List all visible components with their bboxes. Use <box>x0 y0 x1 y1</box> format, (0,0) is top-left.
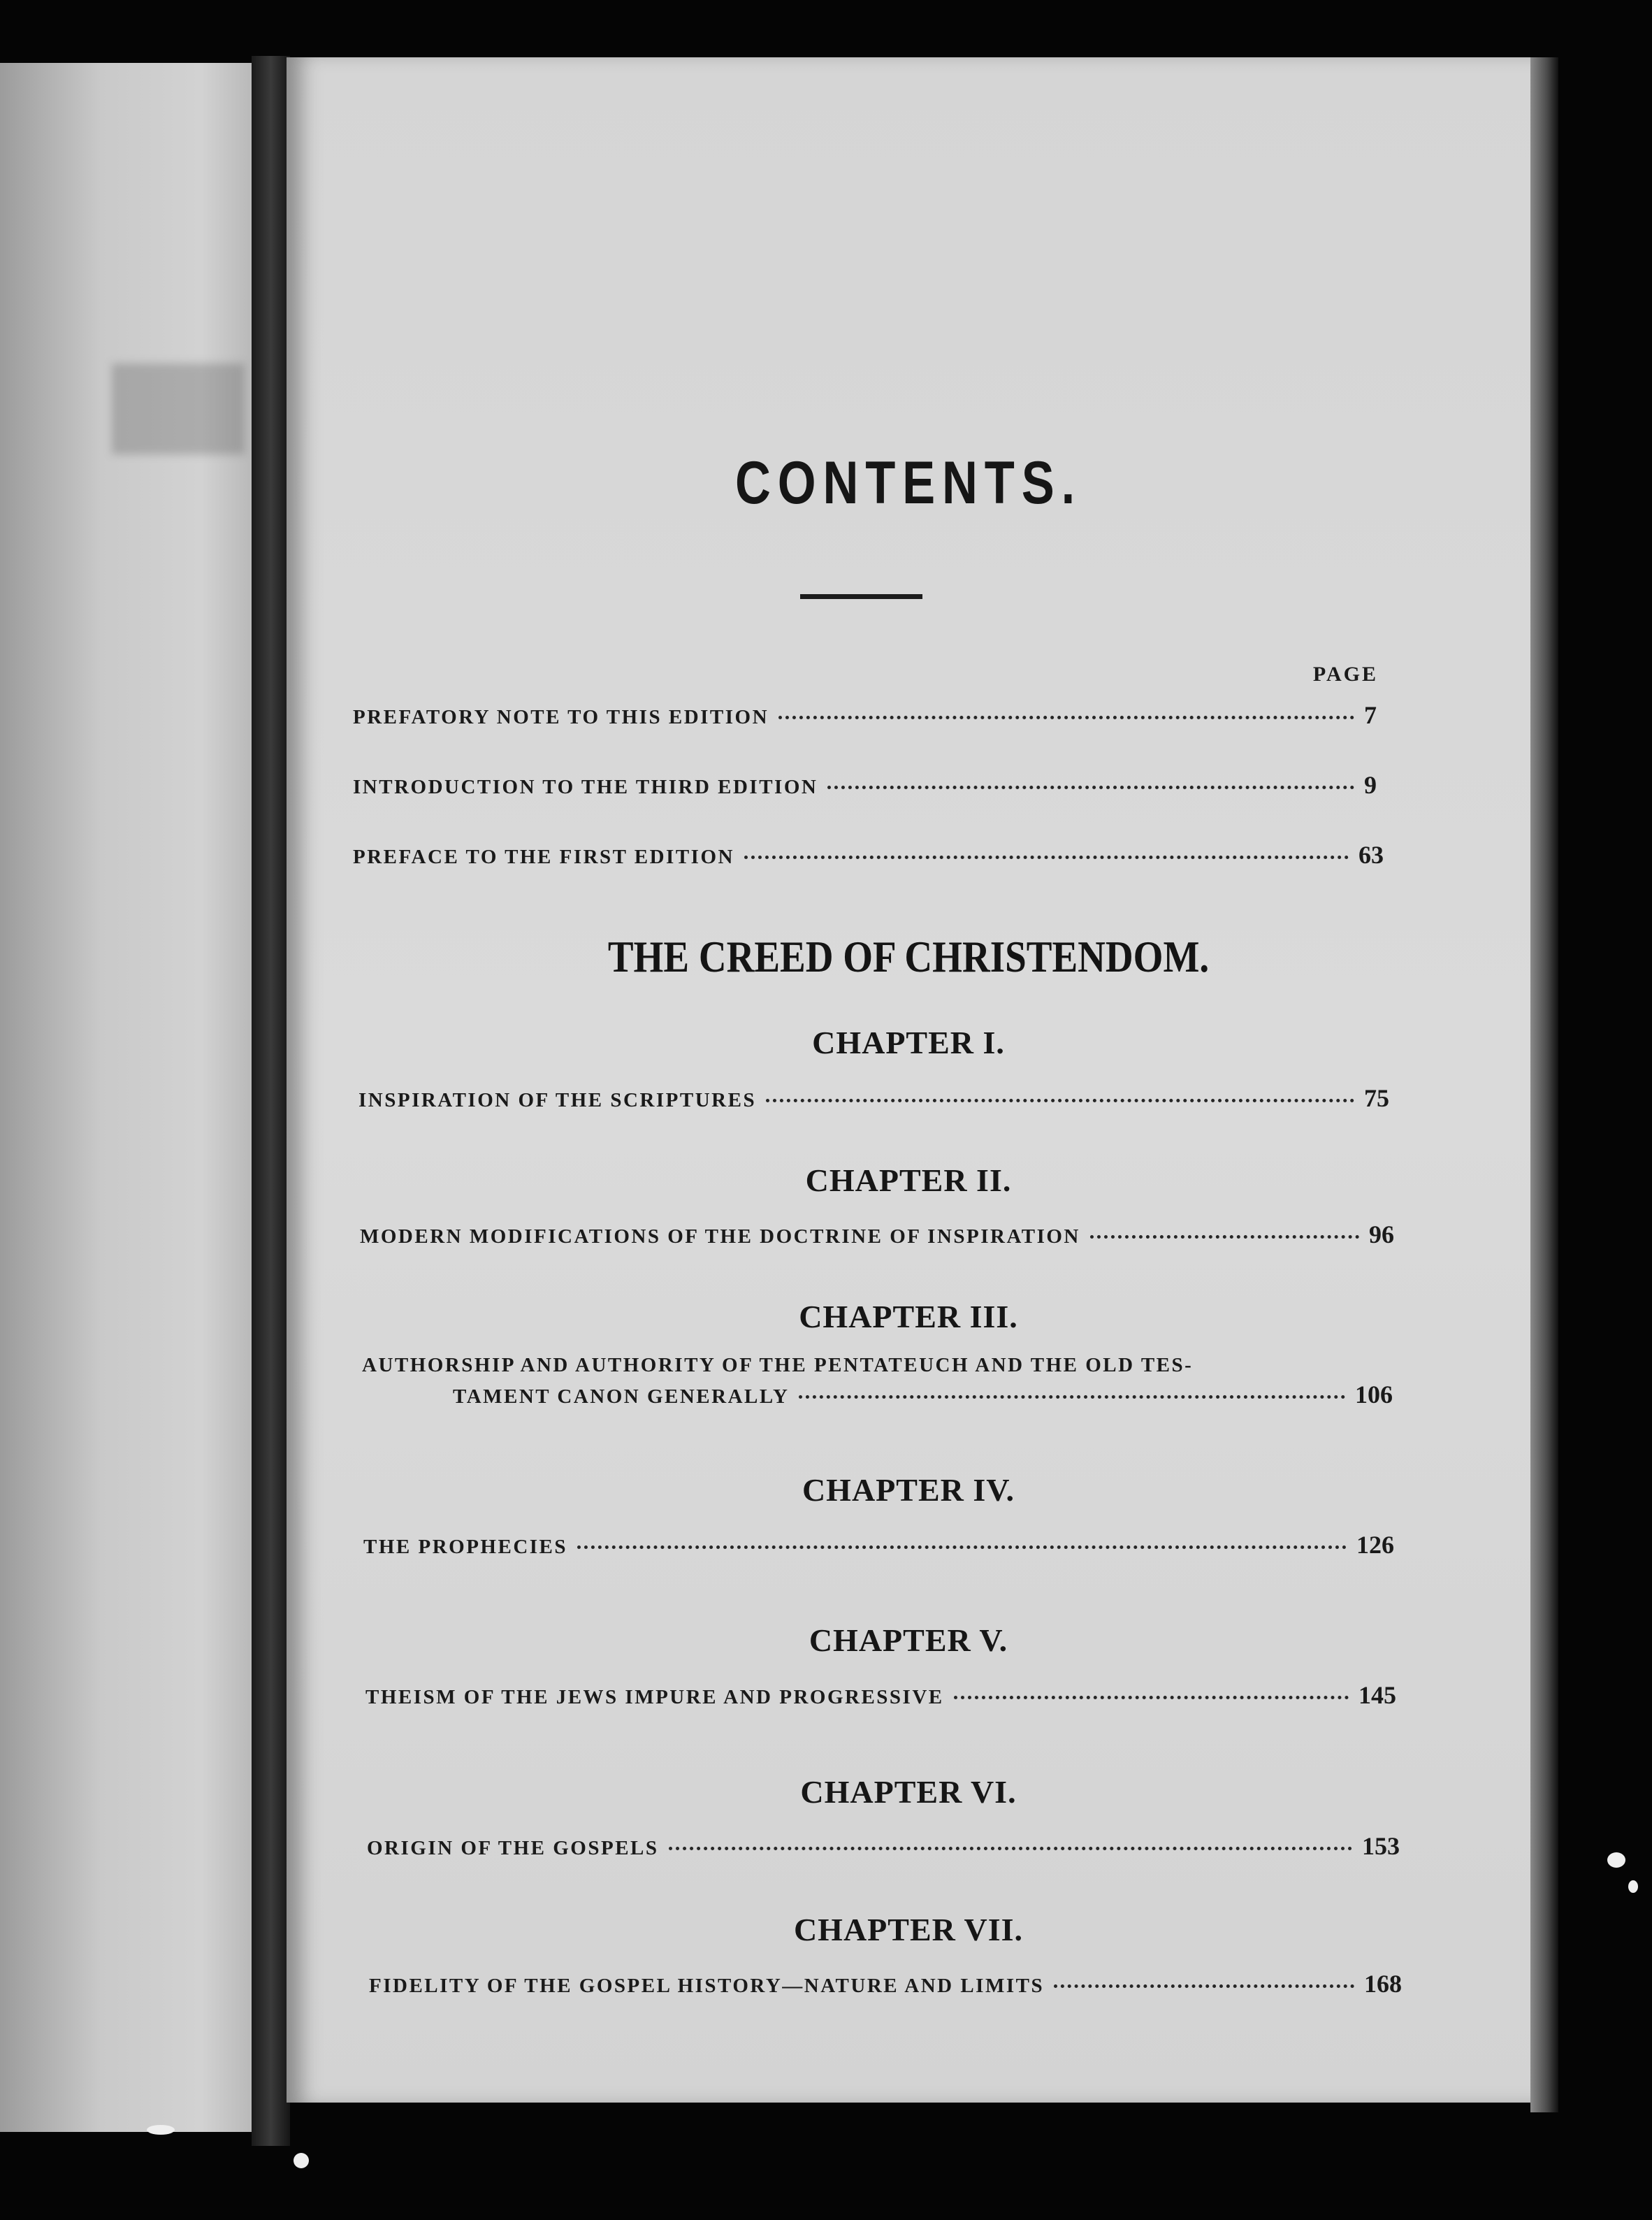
toc-entry-page: 96 <box>1369 1220 1394 1248</box>
toc-entry-introduction[interactable] <box>353 770 1377 800</box>
page-column-label: PAGE <box>1312 663 1378 686</box>
scan-speck <box>1628 1880 1638 1893</box>
dot-leader <box>1054 1982 1354 1988</box>
book-title: THE CREED OF CHRISTENDOM. <box>607 932 1210 981</box>
toc-entry-chapter-6[interactable] <box>367 1831 1400 1861</box>
toc-entry-title: MODERN MODIFICATIONS OF THE DOCTRINE OF INSPIRATION <box>360 1225 1080 1248</box>
toc-entry-page: 106 <box>1355 1381 1393 1408</box>
chapter-heading-1: CHAPTER I. <box>812 1025 1005 1060</box>
facing-page <box>0 63 252 2132</box>
toc-entry-prefatory-note[interactable] <box>353 700 1377 730</box>
toc-entry-chapter-1[interactable] <box>358 1083 1389 1113</box>
dot-leader <box>766 1096 1354 1102</box>
toc-entry-chapter-3[interactable] <box>362 1354 1393 1409</box>
chapter-heading-6: CHAPTER VI. <box>800 1774 1017 1810</box>
toc-entry-chapter-4[interactable] <box>363 1530 1394 1559</box>
toc-entry-title-line-1: AUTHORSHIP AND AUTHORITY OF THE PENTATEUCH AND THE OLD TES- <box>362 1354 1194 1376</box>
dot-leader <box>1090 1232 1359 1239</box>
toc-entry-title: THEISM OF THE JEWS IMPURE AND PROGRESSIVE <box>365 1686 944 1708</box>
toc-entry-page: 75 <box>1364 1084 1389 1112</box>
toc-entry-page: 9 <box>1364 771 1377 799</box>
toc-entry-title: PREFATORY NOTE TO THIS EDITION <box>353 706 769 728</box>
page-edge <box>1530 57 1558 2112</box>
scan-speck <box>147 2125 175 2135</box>
dot-leader <box>954 1693 1349 1699</box>
dot-leader <box>577 1543 1347 1549</box>
toc-entry-title: INTRODUCTION TO THE THIRD EDITION <box>353 776 818 798</box>
toc-entry-chapter-2[interactable] <box>360 1220 1394 1249</box>
toc-entry-title: THE PROPHECIES <box>363 1536 568 1558</box>
toc-entry-page: 168 <box>1364 1970 1402 1998</box>
dot-leader <box>778 713 1354 719</box>
toc-entry-title: PREFACE TO THE FIRST EDITION <box>353 846 734 868</box>
toc-entry-page: 153 <box>1362 1832 1400 1860</box>
chapter-heading-5: CHAPTER V. <box>809 1622 1008 1658</box>
toc-entry-title: FIDELITY OF THE GOSPEL HISTORY—NATURE AND LIMITS <box>369 1975 1045 1997</box>
dot-leader <box>744 853 1349 859</box>
dot-leader <box>799 1392 1345 1399</box>
chapter-heading-7: CHAPTER VII. <box>793 1912 1024 1947</box>
book-gutter <box>252 56 290 2146</box>
chapter-heading-3: CHAPTER III. <box>799 1299 1018 1334</box>
toc-entry-page: 63 <box>1358 841 1384 869</box>
chapter-heading-2: CHAPTER II. <box>805 1162 1012 1198</box>
title-rule <box>800 594 922 599</box>
dot-leader <box>827 783 1354 789</box>
toc-entry-preface[interactable] <box>353 840 1384 870</box>
toc-entry-title: ORIGIN OF THE GOSPELS <box>367 1837 659 1859</box>
toc-entry-page: 7 <box>1364 701 1377 729</box>
scan-speck <box>1607 1852 1625 1868</box>
chapter-heading-4: CHAPTER IV. <box>802 1472 1015 1508</box>
contents-page <box>287 57 1530 2103</box>
toc-entry-chapter-7[interactable] <box>369 1969 1402 1998</box>
page-title: CONTENTS. <box>734 449 1082 517</box>
dot-leader <box>669 1844 1352 1850</box>
toc-entry-page: 145 <box>1358 1681 1396 1709</box>
scan-speck <box>294 2153 309 2168</box>
toc-entry-chapter-5[interactable] <box>365 1680 1396 1710</box>
toc-entry-title: INSPIRATION OF THE SCRIPTURES <box>358 1089 757 1111</box>
toc-entry-title-line-2: TAMENT CANON GENERALLY <box>453 1385 790 1408</box>
toc-entry-page: 126 <box>1356 1531 1394 1559</box>
